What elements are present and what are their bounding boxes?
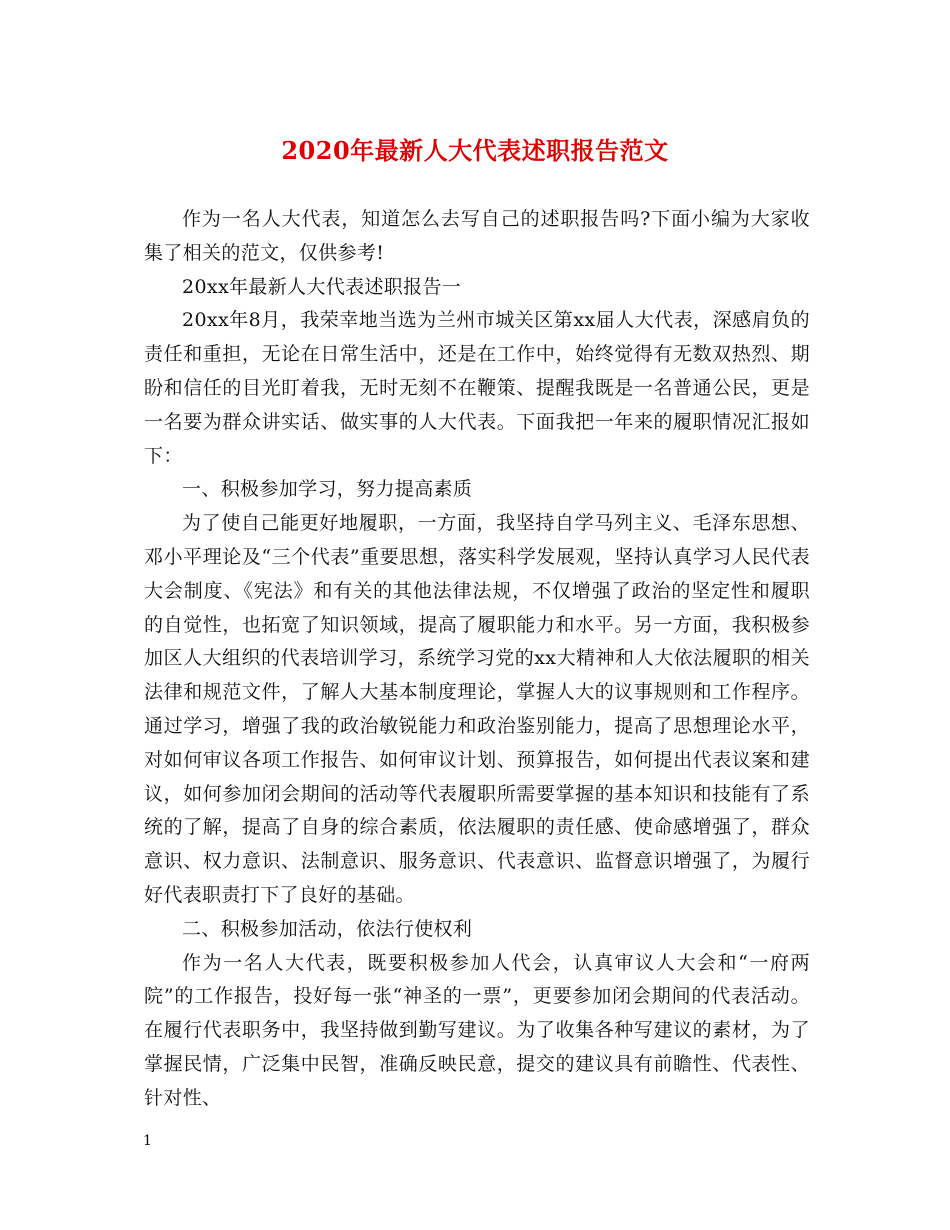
section-heading-1: 一、积极参加学习，努力提高素质 [182,478,473,501]
document-title: 2020年最新人大代表述职报告范文 [281,136,669,165]
section-heading-2: 二、积极参加活动，依法行使权利 [182,917,473,940]
document-body [144,203,810,1116]
body-paragraph: 为了使自己能更好地履职，一方面，我坚持自学马列主义、毛泽东思想、邓小平理论及“三个代表”重要思想，落实科学发展观，坚持认真学习人民代表大会制度、《宪法》和有关的其他法律法规，不仅增强了政治的坚定性和履职的自觉性，也拓宽了知识领域，提高了履职能力和水平。另一方面，我积极参加区人大组织的代表培训学习，系统学习党的xx大精神和人大依法履职的相关法律和规范文件，了解人大基本制度理论，掌握人大的议事规则和工作程序。通过学习，增强了我的政治敏锐能力和政治鉴别能力，提高了思想理论水平，对如何审议各项工作报告、如何审议计划、预算报告，如何提出代表议案和建议，如何参加闭会期间的活动等代表履职所需要掌握的基本知识和技能有了系统的了解，提高了自身的综合素质，依法履职的责任感、使命感增强了，群众意识、权力意识、法制意识、服务意识、代表意识、监督意识增强了，为履行好代表职责打下了良好的基础。 [144,512,810,906]
body-paragraph: 作为一名人大代表，既要积极参加人代会，认真审议人大会和“一府两院”的工作报告，投好每一张“神圣的一票”，更要参加闭会期间的代表活动。在履行代表职务中，我坚持做到勤写建议。为了收集各种写建议的素材，为了掌握民情，广泛集中民智，准确反映民意，提交的建议具有前瞻性、代表性、针对性、 [144,951,810,1109]
page-number: 1 [143,1133,152,1149]
report-heading: 20xx年最新人大代表述职报告一 [182,275,462,298]
intro-paragraph: 作为一名人大代表，知道怎么去写自己的述职报告吗?下面小编为大家收集了相关的范文，仅供参考! [144,208,810,264]
body-paragraph: 20xx年8月，我荣幸地当选为兰州市城关区第xx届人大代表，深感肩负的责任和重担，无论在日常生活中，还是在工作中，始终觉得有无数双热烈、期盼和信任的目光盯着我，无时无刻不在鞭策、提醒我既是一名普通公民，更是一名要为群众讲实话、做实事的人大代表。下面我把一年来的履职情况汇报如下： [144,309,810,467]
